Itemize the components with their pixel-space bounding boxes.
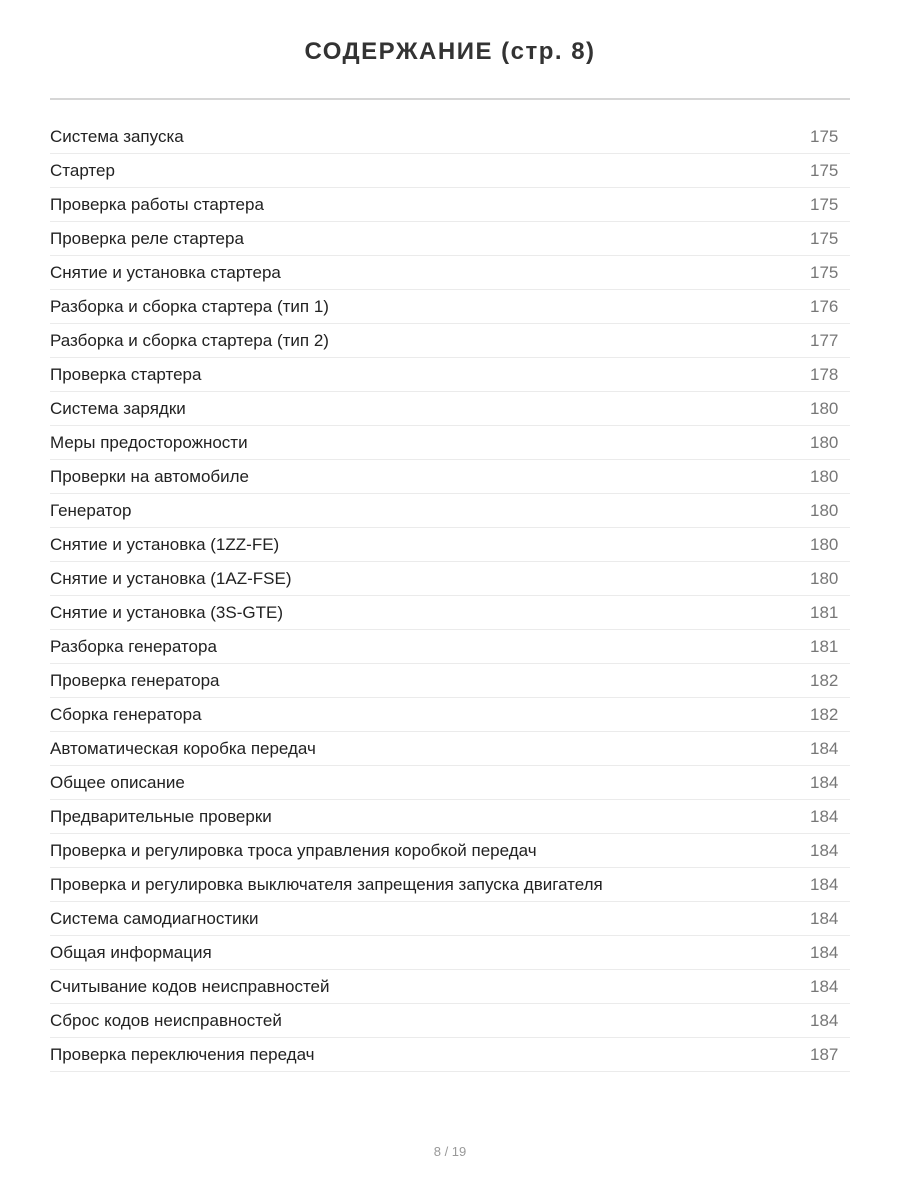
toc-entry[interactable] bbox=[50, 936, 850, 970]
toc-entry-page-number: 180 bbox=[810, 398, 839, 418]
toc-entry-title: Разборка и сборка стартера (тип 1) bbox=[50, 296, 329, 316]
toc-entry[interactable] bbox=[50, 358, 850, 392]
toc-entry-title: Предварительные проверки bbox=[50, 806, 272, 826]
toc-entry-title: Стартер bbox=[50, 160, 115, 180]
toc-entry-title: Проверка и регулировка выключателя запрещения запуска двигателя bbox=[50, 874, 603, 894]
toc-entry[interactable] bbox=[50, 1038, 850, 1072]
toc-entry[interactable] bbox=[50, 698, 850, 732]
toc-entry-page-number: 182 bbox=[810, 670, 839, 690]
toc-entry[interactable] bbox=[50, 120, 850, 154]
toc-entry[interactable] bbox=[50, 834, 850, 868]
toc-entry-page-number: 184 bbox=[810, 772, 839, 792]
toc-entry-page-number: 175 bbox=[810, 126, 839, 146]
toc-entry-page-number: 187 bbox=[810, 1044, 839, 1064]
toc-entry-page-number: 180 bbox=[810, 568, 839, 588]
toc-entry-page-number: 175 bbox=[810, 262, 839, 282]
page-counter: 8 / 19 bbox=[433, 1144, 467, 1159]
toc-entry-title: Система запуска bbox=[50, 126, 184, 146]
toc-entry-title: Снятие и установка стартера bbox=[50, 262, 281, 282]
toc-entry-page-number: 180 bbox=[810, 500, 839, 520]
toc-entry-title: Общая информация bbox=[50, 942, 212, 962]
toc-entry[interactable] bbox=[50, 426, 850, 460]
toc-entry-page-number: 184 bbox=[810, 1010, 839, 1030]
toc-entry[interactable] bbox=[50, 800, 850, 834]
toc-entry-page-number: 184 bbox=[810, 806, 839, 826]
toc-entry[interactable] bbox=[50, 970, 850, 1004]
toc-entry[interactable] bbox=[50, 766, 850, 800]
toc-entry[interactable] bbox=[50, 188, 850, 222]
toc-entry[interactable] bbox=[50, 562, 850, 596]
toc-entry-page-number: 177 bbox=[810, 330, 839, 350]
page-title: СОДЕРЖАНИЕ (стр. 8) bbox=[304, 38, 596, 65]
toc-entry-page-number: 182 bbox=[810, 704, 839, 724]
toc-entry-page-number: 178 bbox=[810, 364, 839, 384]
toc-entry-title: Проверка стартера bbox=[50, 364, 202, 384]
toc-entry-title: Сброс кодов неисправностей bbox=[50, 1010, 282, 1030]
toc-entry-title: Меры предосторожности bbox=[50, 432, 248, 452]
toc-entry-title: Проверка работы стартера bbox=[50, 194, 264, 214]
toc-entry-title: Снятие и установка (3S-GTE) bbox=[50, 602, 283, 622]
toc-entry-title: Проверка генератора bbox=[50, 670, 220, 690]
toc-entry[interactable] bbox=[50, 528, 850, 562]
toc-entry-page-number: 180 bbox=[810, 466, 839, 486]
toc-entry-title: Автоматическая коробка передач bbox=[50, 738, 316, 758]
toc-entry-title: Разборка генератора bbox=[50, 636, 217, 656]
toc-entry-page-number: 175 bbox=[810, 194, 839, 214]
toc-entry-page-number: 184 bbox=[810, 840, 839, 860]
toc-entry[interactable] bbox=[50, 460, 850, 494]
toc-entry[interactable] bbox=[50, 290, 850, 324]
toc-entry-page-number: 181 bbox=[810, 602, 839, 622]
toc-entry-title: Снятие и установка (1AZ-FSE) bbox=[50, 568, 292, 588]
toc-entry-title: Проверка и регулировка троса управления коробкой передач bbox=[50, 840, 537, 860]
toc-entry-page-number: 176 bbox=[810, 296, 839, 316]
toc-entry[interactable] bbox=[50, 664, 850, 698]
toc-entry[interactable] bbox=[50, 596, 850, 630]
toc-entry-title: Проверка реле стартера bbox=[50, 228, 244, 248]
toc-entry-title: Проверка переключения передач bbox=[50, 1044, 315, 1064]
toc-entry-title: Снятие и установка (1ZZ-FE) bbox=[50, 534, 280, 554]
toc-entry[interactable] bbox=[50, 154, 850, 188]
toc-entry-page-number: 184 bbox=[810, 976, 839, 996]
toc-entry-page-number: 180 bbox=[810, 534, 839, 554]
toc-entry-title: Сборка генератора bbox=[50, 704, 202, 724]
toc-entry-title: Система самодиагностики bbox=[50, 908, 259, 928]
toc-entry-title: Генератор bbox=[50, 500, 132, 520]
toc-entry[interactable] bbox=[50, 868, 850, 902]
toc-entry-page-number: 175 bbox=[810, 160, 839, 180]
toc-entry[interactable] bbox=[50, 494, 850, 528]
toc-entry-page-number: 184 bbox=[810, 908, 839, 928]
toc-entry-title: Система зарядки bbox=[50, 398, 186, 418]
toc-entry-page-number: 175 bbox=[810, 228, 839, 248]
toc-entry[interactable] bbox=[50, 630, 850, 664]
toc-entry-page-number: 184 bbox=[810, 942, 839, 962]
toc-entry[interactable] bbox=[50, 392, 850, 426]
toc-entry[interactable] bbox=[50, 324, 850, 358]
toc-entry-page-number: 180 bbox=[810, 432, 839, 452]
toc-entry[interactable] bbox=[50, 732, 850, 766]
toc-entry[interactable] bbox=[50, 902, 850, 936]
toc-entry-page-number: 181 bbox=[810, 636, 839, 656]
toc-entry-title: Проверки на автомобиле bbox=[50, 466, 250, 486]
toc-entry-page-number: 184 bbox=[810, 874, 839, 894]
toc-entry-page-number: 184 bbox=[810, 738, 839, 758]
toc-entry[interactable] bbox=[50, 1004, 850, 1038]
toc-entry-title: Считывание кодов неисправностей bbox=[50, 976, 330, 996]
toc-entry[interactable] bbox=[50, 222, 850, 256]
toc-list bbox=[50, 120, 850, 1072]
title-divider bbox=[50, 98, 850, 100]
toc-entry[interactable] bbox=[50, 256, 850, 290]
toc-entry-title: Разборка и сборка стартера (тип 2) bbox=[50, 330, 329, 350]
toc-entry-title: Общее описание bbox=[50, 772, 185, 792]
